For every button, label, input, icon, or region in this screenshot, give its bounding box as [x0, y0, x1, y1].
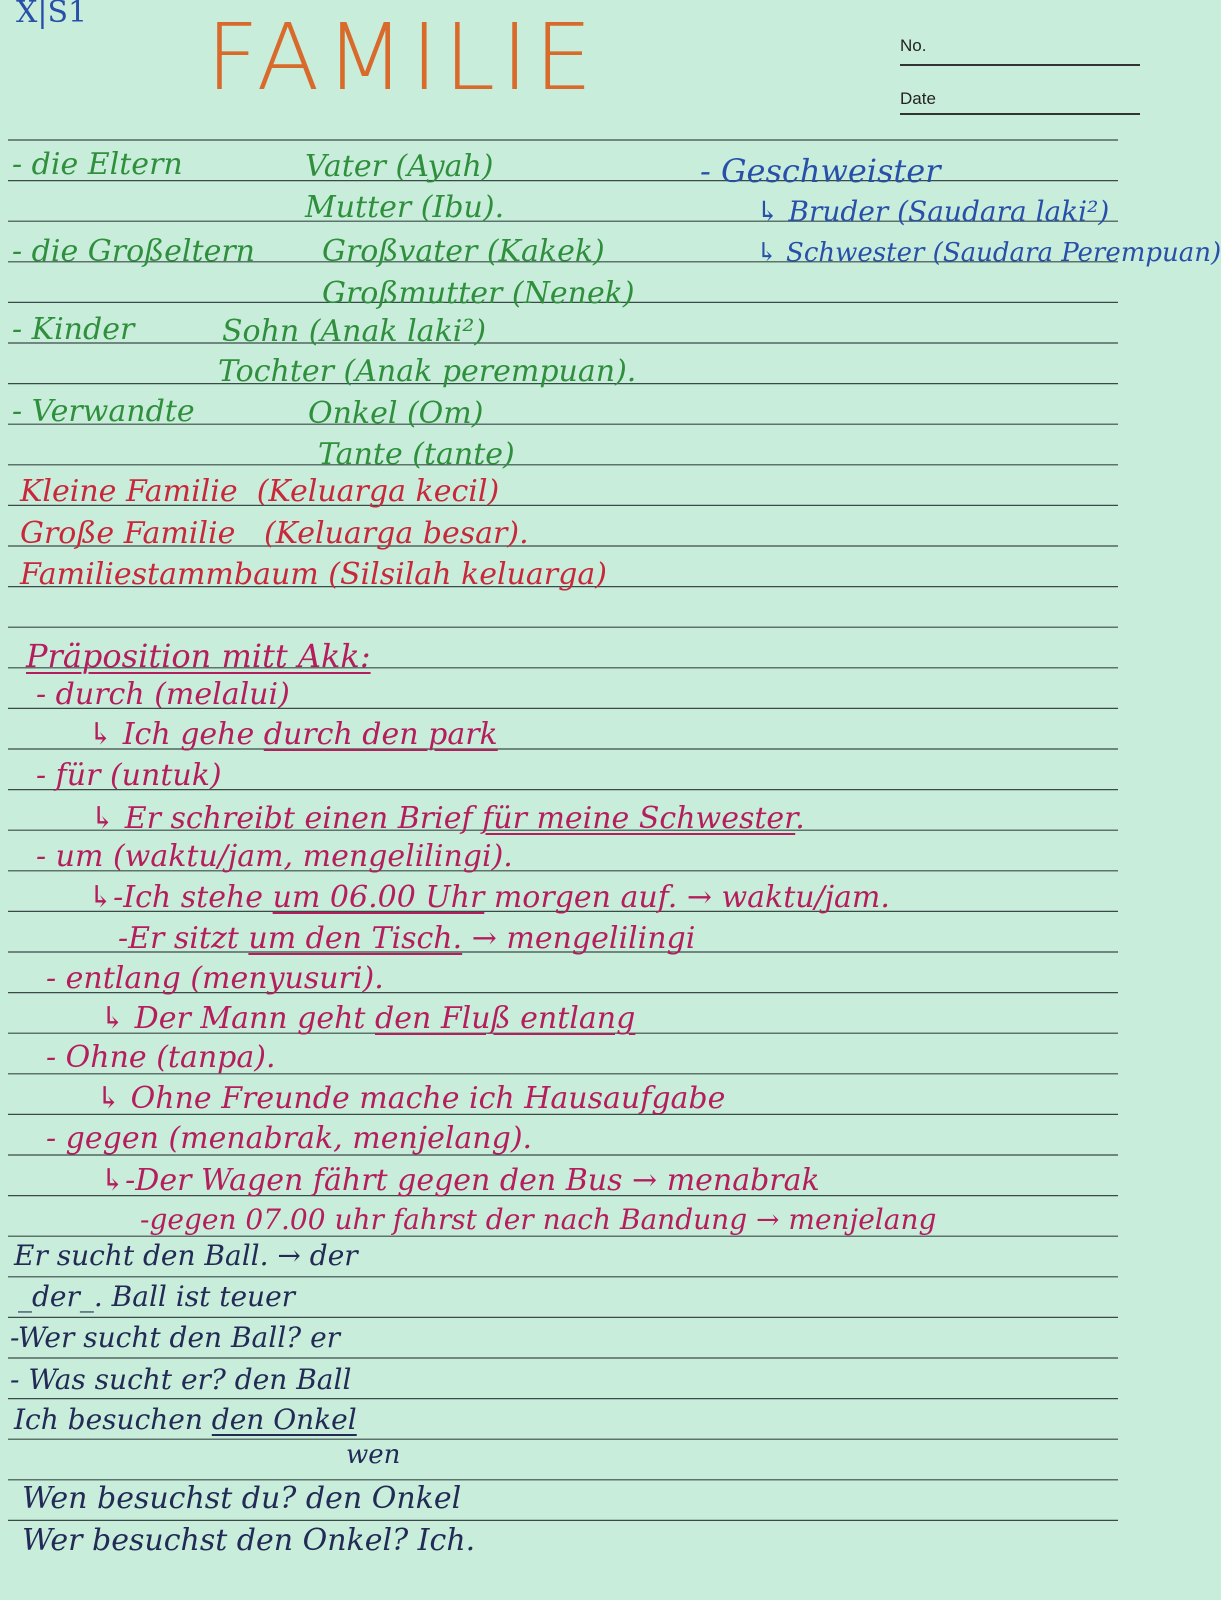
final-line-2: Wer besuchst den Onkel? Ich.: [22, 1523, 476, 1558]
durch-example: [88, 717, 498, 752]
um-example-1-pre: ↳-Ich stehe: [88, 880, 264, 915]
um-example-1-post: morgen auf. → waktu/jam.: [493, 880, 890, 915]
besuchen-pre: Ich besuchen: [14, 1403, 203, 1436]
gegen-example-1: ↳-Der Wagen fährt gegen den Bus → menabrak: [100, 1163, 820, 1198]
arrow-icon: ↳: [88, 717, 114, 752]
grosseltern-label: - die Großeltern: [12, 234, 255, 269]
fuer-heading: - für (untuk): [36, 758, 222, 793]
question-line-3: -Wer sucht den Ball? er: [10, 1321, 341, 1354]
besuchen-note: wen: [346, 1440, 401, 1470]
date-label: Date: [900, 89, 936, 108]
um-example-2-pre: -Er sitzt: [118, 921, 239, 956]
eltern-label: - die Eltern: [12, 147, 183, 182]
gegen-example-2: -gegen 07.00 uhr fahrst der nach Bandung → menjelang: [140, 1203, 937, 1236]
entlang-example: [100, 1001, 636, 1036]
vater-entry: Vater (Ayah): [305, 149, 494, 184]
entlang-example-highlight: den Fluß entlang: [375, 1001, 636, 1036]
corner-label: X|S1: [16, 0, 88, 30]
fuer-example-highlight: für meine Schwester: [482, 801, 796, 836]
final-line-1: Wen besuchst du? den Onkel: [22, 1481, 462, 1516]
question-line-2: _der_. Ball ist teuer: [18, 1280, 296, 1313]
entlang-example-pre: ↳ Der Mann geht: [100, 1001, 366, 1036]
schwester-entry: ↳ Schwester (Saudara Perempuan): [756, 238, 1221, 268]
kinder-label: - Kinder: [12, 312, 135, 347]
geschwister-label: - Geschweister: [700, 152, 941, 190]
page-title: FAMILIE: [206, 4, 599, 111]
ohne-heading: - Ohne (tanpa).: [46, 1040, 276, 1075]
um-example-1: [88, 880, 890, 915]
question-line-1: Er sucht den Ball. → der: [14, 1239, 358, 1272]
um-example-2-post: → mengelilingi: [471, 921, 696, 956]
durch-example-highlight: durch den park: [263, 717, 498, 752]
date-field: [900, 113, 1140, 115]
sohn-entry: Sohn (Anak laki²): [222, 314, 487, 349]
besuchen-line: [14, 1403, 357, 1436]
grossmutter-entry: Großmutter (Nenek): [322, 276, 635, 311]
no-field: [900, 64, 1140, 66]
family-type-3: Familiestammbaum (Silsilah keluarga): [20, 557, 607, 592]
bruder-entry: ↳ Bruder (Saudara laki²): [756, 195, 1110, 228]
durch-heading: - durch (melalui): [36, 677, 290, 712]
um-heading: - um (waktu/jam, mengelilingi).: [36, 839, 513, 874]
ohne-example: ↳ Ohne Freunde mache ich Hausaufgabe: [96, 1081, 726, 1116]
family-type-2: Große Familie (Keluarga besar).: [20, 516, 529, 551]
fuer-example-post: .: [795, 801, 805, 836]
arrow-icon: ↳: [90, 801, 116, 836]
no-label: No.: [900, 36, 927, 55]
mutter-entry: Mutter (Ibu).: [305, 190, 505, 225]
fuer-example: [90, 801, 805, 836]
tante-entry: Tante (tante): [318, 437, 515, 472]
um-example-2-highlight: um den Tisch.: [248, 921, 463, 956]
fuer-example-pre: Er schreibt einen Brief: [124, 801, 473, 836]
um-example-2: [118, 921, 696, 956]
um-example-1-highlight: um 06.00 Uhr: [272, 880, 485, 915]
question-line-4: - Was sucht er? den Ball: [10, 1363, 352, 1396]
family-type-1: Kleine Familie (Keluarga kecil): [20, 474, 500, 509]
entlang-heading: - entlang (menyusuri).: [46, 961, 384, 996]
gegen-heading: - gegen (menabrak, menjelang).: [46, 1121, 533, 1156]
grossvater-entry: Großvater (Kakek): [322, 234, 605, 269]
preposition-heading: Präposition mitt Akk:: [26, 637, 371, 675]
tochter-entry: Tochter (Anak perempuan).: [218, 354, 637, 389]
verwandte-label: - Verwandte: [12, 394, 195, 429]
onkel-entry: Onkel (Om): [308, 396, 484, 431]
besuchen-highlight: den Onkel: [211, 1403, 357, 1436]
durch-example-pre: Ich gehe: [122, 717, 255, 752]
